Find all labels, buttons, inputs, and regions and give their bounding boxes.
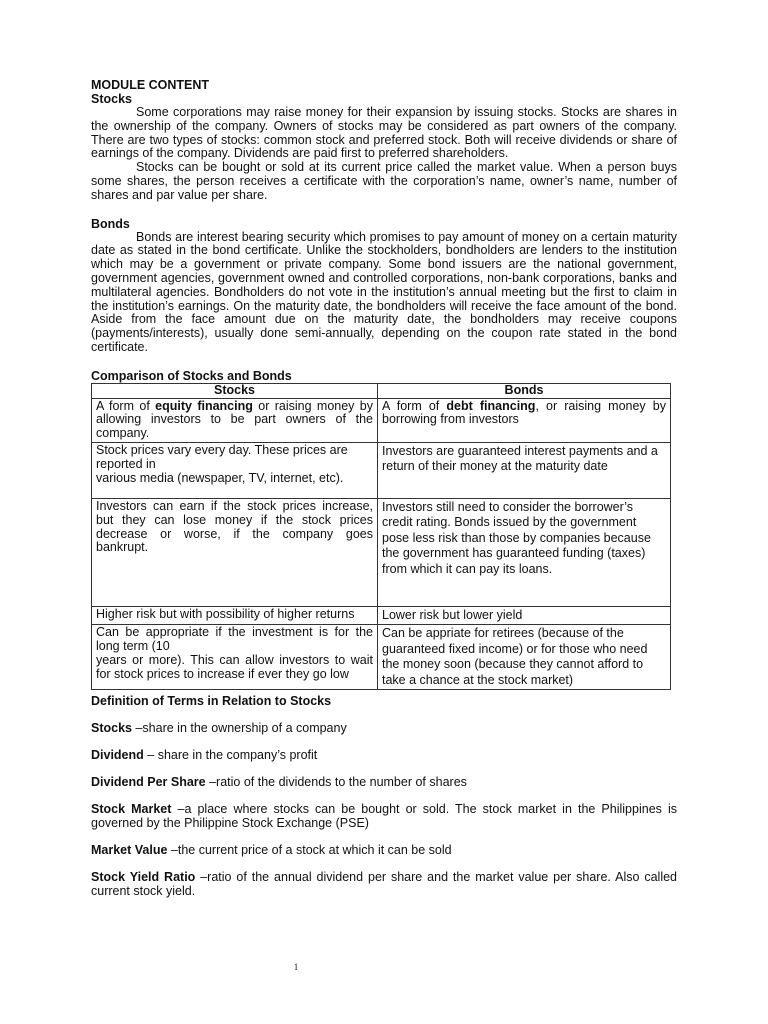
bonds-cell: Investors still need to consider the borrower’s credit rating. Bonds issued by the government pose less risk than those by companies because the government has guaranteed funding (taxes) from which it can pay its loans. xyxy=(378,498,671,606)
column-header-bonds: Bonds xyxy=(378,383,671,398)
definition-term: Stocks xyxy=(91,721,132,736)
definition-term: Dividend xyxy=(91,748,144,763)
stocks-cell: Stock prices vary every day. These prices are reported in various media (newspaper, TV, internet, etc). xyxy=(92,442,378,498)
definition-term: Stock Yield Ratio xyxy=(91,870,196,885)
stocks-paragraph-1: Some corporations may raise money for their expansion by issuing stocks. Stocks are shares in the ownership of the company. Owners of stocks may be considered as part owners of the company. There are two types of stocks: common stock and preferred stock. Both will receive dividends or share of earnings of the company. Dividends are paid first to preferred shareholders. xyxy=(91,105,677,161)
definition-term: Stock Market xyxy=(91,802,172,817)
document-page xyxy=(91,78,677,898)
stocks-cell: A form of equity financing or raising money by allowing investors to be part owners of the company. xyxy=(92,398,378,442)
column-header-stocks: Stocks xyxy=(92,383,378,398)
bonds-cell: Lower risk but lower yield xyxy=(378,606,671,625)
definition-term: Dividend Per Share xyxy=(91,775,206,790)
definitions-heading: Definition of Terms in Relation to Stocks xyxy=(91,694,332,709)
table-row xyxy=(92,625,671,690)
table-header-row xyxy=(92,383,671,398)
definition-item: Market Value –the current price of a stock at which it can be sold xyxy=(91,843,452,858)
stocks-cell: Can be appropriate if the investment is for the long term (10 years or more). This can allow investors to wait for stock prices to increase if ever they go low xyxy=(92,625,378,690)
bonds-cell: Investors are guaranteed interest payments and a return of their money at the maturity date xyxy=(378,442,671,498)
comparison-heading: Comparison of Stocks and Bonds xyxy=(91,368,292,383)
bonds-paragraph: Bonds are interest bearing security which promises to pay amount of money on a certain maturity date as stated in the bond certificate. Unlike the stockholders, bondholders are lenders to the institution which may be a government or private company. Some bond issuers are the national government, government agencies, government owned and controlled corporations, non-bank corporations, banks and multilateral agencies. Bondholders do not vote in the institution’s annual meeting but the first to claim in the institution’s earnings. On the maturity date, the bondholders will receive the face amount of the bond. Aside from the face amount due on the maturity date, the bondholders may receive coupons (payments/interests), usually done semi-annually, depending on the coupon rate stated in the bond certificate. xyxy=(91,229,677,354)
definition-item: Dividend Per Share –ratio of the dividends to the number of shares xyxy=(91,775,467,790)
definition-item: Stock Yield Ratio –ratio of the annual dividend per share and the market value per share. Also called current stock yield. xyxy=(91,870,677,899)
stocks-cell: Higher risk but with possibility of higher returns xyxy=(92,606,378,625)
definition-item: Stocks –share in the ownership of a company xyxy=(91,721,347,736)
stocks-paragraph-2: Stocks can be bought or sold at its current price called the market value. When a person buys some shares, the person receives a certificate with the corporation’s name, owner’s name, number of shares and par value per share. xyxy=(91,160,677,202)
table-row xyxy=(92,442,671,498)
bonds-heading: Bonds xyxy=(91,216,130,231)
table-row xyxy=(92,398,671,442)
comparison-table xyxy=(91,383,671,691)
stocks-heading: Stocks xyxy=(91,92,132,106)
definition-item: Dividend – share in the company’s profit xyxy=(91,748,318,763)
page-number: 1 xyxy=(293,962,299,972)
debt-financing-term: debt financing xyxy=(446,398,536,413)
definition-term: Market Value xyxy=(91,843,168,858)
stocks-cell: Investors can earn if the stock prices increase, but they can lose money if the stock prices decrease or worse, if the company goes bankrupt. xyxy=(92,498,378,606)
definition-item: Stock Market –a place where stocks can be bought or sold. The stock market in the Philippines is governed by the Philippine Stock Exchange (PSE) xyxy=(91,802,677,831)
bonds-cell: Can be appriate for retirees (because of the guaranteed fixed income) or for those who need the money soon (because they cannot afford to take a chance at the stock market) xyxy=(378,625,671,690)
equity-financing-term: equity financing xyxy=(155,398,253,413)
bonds-cell: A form of debt financing, or raising money by borrowing from investors xyxy=(378,398,671,442)
table-row xyxy=(92,606,671,625)
table-row xyxy=(92,498,671,606)
module-title: MODULE CONTENT xyxy=(91,78,210,92)
